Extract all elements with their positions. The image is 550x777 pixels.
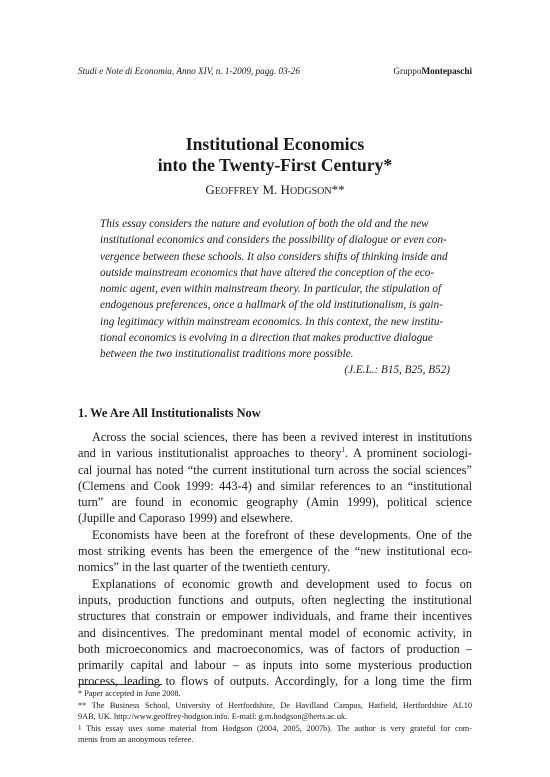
abstract-line: between the two institutionalist traditions more possible. bbox=[100, 348, 354, 360]
body-line: (Clemens and Cook 1999: 443-4) and similar references to an “institutional bbox=[78, 478, 472, 493]
running-header bbox=[78, 64, 472, 78]
publisher-logo bbox=[393, 64, 472, 78]
jel-codes: (J.E.L.: B15, B25, B52) bbox=[344, 364, 450, 377]
body-line: structures that constrain or empower individuals, and frame their incentives bbox=[78, 609, 472, 624]
footnote-star: * Paper accepted in June 2008. bbox=[78, 689, 181, 698]
body-line: both microeconomics and macroeconomics, was of factors of production – bbox=[78, 641, 472, 656]
footnote-rule bbox=[78, 684, 162, 685]
body-text bbox=[78, 429, 472, 690]
abstract-line: vergence between these schools. It also considers shifts of thinking inside and bbox=[100, 250, 448, 263]
footnote-double-star: ** The Business School, University of Hertfordshire, De Havilland Campus, Hatfield, Hertfordshire AL10 bbox=[78, 700, 472, 710]
journal-citation: Studi e Note di Economia, Anno XIV, n. 1-2009, pagg. 03-26 bbox=[78, 66, 300, 76]
author-name bbox=[78, 182, 472, 200]
body-line-part: . A prominent sociologi- bbox=[345, 446, 473, 461]
footnote-1 bbox=[78, 723, 472, 735]
body-line bbox=[78, 445, 472, 461]
body-line: most striking events has been the emergence of the “new institutional eco- bbox=[78, 544, 472, 559]
section-heading: 1. We Are All Institutionalists Now bbox=[78, 406, 261, 420]
body-line: Explanations of economic growth and development used to focus on bbox=[92, 576, 472, 591]
body-line: and disincentives. The predominant mental model of economic activity, in bbox=[78, 625, 472, 640]
author-smallcaps-1: EOFFREY bbox=[214, 186, 260, 197]
body-line: process, leading to flows of outputs. Accordingly, for a long time the firm bbox=[78, 674, 472, 689]
author-initial-g: G bbox=[205, 182, 215, 197]
body-line: cal journal has noted “the current institutional turn across the social sciences” bbox=[78, 462, 472, 477]
footnote-double-star-cont: 9AB, UK. http://www.geoffrey-hodgson.info. E-mail: g.m.hodgson@herts.ac.uk. bbox=[78, 712, 348, 722]
abstract-line: outside mainstream economics that have altered the conception of the eco- bbox=[100, 266, 435, 279]
abstract-line: endogenous preferences, once a hallmark of the old institutionalism, is gain- bbox=[100, 299, 443, 312]
abstract-line: nomic agent, even within mainstream theory. In particular, the stipulation of bbox=[100, 283, 442, 295]
footnote-1-marker: 1 bbox=[78, 723, 82, 732]
body-line: nomics” in the last quarter of the twentieth century. bbox=[78, 560, 331, 575]
body-line: turn” are found in economic geography (Amin 1999), political science bbox=[78, 495, 472, 510]
publisher-name: Montepaschi bbox=[421, 66, 472, 76]
author-footnote-marker: ** bbox=[331, 182, 345, 197]
body-line: primarily capital and labour – as inputs into some mysterious production bbox=[78, 658, 472, 673]
title-line-1: Institutional Economics bbox=[185, 134, 365, 154]
abstract-line: This essay considers the nature and evolution of both the old and the new bbox=[100, 218, 429, 230]
abstract-line: tional economics is evolving in a direction that makes productive dialogue bbox=[100, 331, 433, 344]
title-line-2: into the Twenty-First Century* bbox=[157, 155, 393, 175]
footnote-ref-1: 1 bbox=[341, 446, 346, 455]
body-line-part: and in various institutionalist approaches to theory bbox=[78, 446, 342, 461]
publisher-prefix: Gruppo bbox=[393, 66, 422, 76]
footnotes bbox=[78, 688, 472, 746]
body-line: Across the social sciences, there has been a revived interest in institutions bbox=[92, 430, 472, 444]
author-smallcaps-2: ODGSON bbox=[289, 186, 332, 197]
article-title bbox=[78, 134, 472, 176]
body-line: inputs, production functions and outputs, often neglecting the institutional bbox=[78, 592, 472, 607]
body-line: Economists have been at the forefront of these developments. One of the bbox=[92, 527, 472, 542]
abstract-line: ing legitimacy within mainstream economics. In this context, the new institu- bbox=[100, 315, 444, 328]
abstract bbox=[100, 216, 450, 379]
footnote-1-text: This essay uses some material from Hodgson (2004, 2005, 2007b). The author is very grateful for com- bbox=[81, 723, 472, 733]
author-initial-m: M. H bbox=[259, 182, 290, 197]
abstract-line: institutional economics and considers the possibility of dialogue or even con- bbox=[100, 234, 447, 247]
footnote-1-cont: ments from an anonymous referee. bbox=[78, 735, 194, 745]
body-line: (Jupille and Caporaso 1999) and elsewhere. bbox=[78, 511, 294, 526]
